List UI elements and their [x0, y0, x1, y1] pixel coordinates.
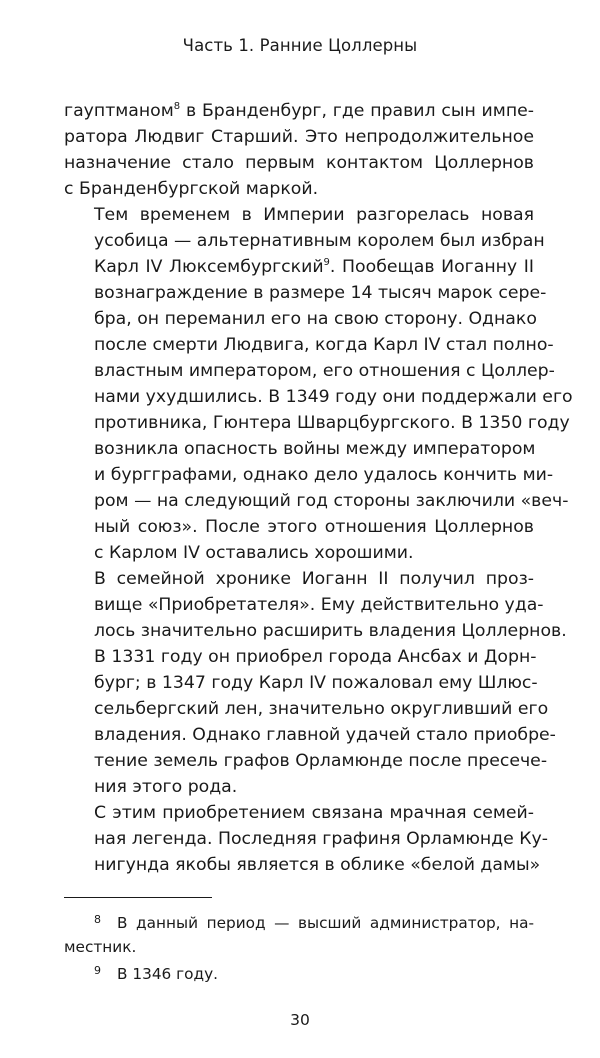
footnotes — [64, 908, 534, 986]
text-line: В 1331 году он приобрел города Ансбах и Дорн- — [94, 647, 537, 667]
text-line: возникла опасность войны между императором — [94, 439, 536, 459]
footnote — [64, 908, 534, 959]
text-line: назначение стало первым контактом Цоллернов — [64, 153, 534, 173]
page-number: 30 — [290, 1011, 310, 1029]
footnote-line: местник. — [64, 938, 137, 956]
footnote-ref: 8 — [173, 101, 181, 112]
footnote — [64, 959, 534, 986]
text-line: усобица — альтернативным королем был избран — [94, 231, 545, 251]
text-line: и бургграфами, однако дело удалось кончить ми- — [94, 465, 554, 485]
text-line: гауптманом$^8$ в Бранденбург, где правил сын импе- — [64, 101, 534, 121]
text-line: бра, он переманил его на свою сторону. Однако — [94, 309, 537, 329]
footnote-number: 8 — [94, 913, 101, 926]
footnote-line: 8 В данный период — высший администратор, на- — [64, 908, 534, 935]
text-line: властным императором, его отношения с Цоллер- — [94, 361, 555, 381]
text-line: Карл IV Люксембургский$^9$. Пообещав Иоганну II — [94, 257, 534, 277]
text-line: ния этого рода. — [94, 777, 238, 797]
footnote-number: 9 — [94, 964, 101, 977]
text-line: с Карлом IV оставались хорошими. — [94, 543, 414, 563]
text-line: после смерти Людвига, когда Карл IV стал полно- — [94, 335, 554, 355]
text-line: вище «Приобретателя». Ему действительно уда- — [94, 595, 544, 615]
footnote-divider — [64, 897, 212, 898]
paragraph — [64, 98, 534, 202]
text-line: с Бранденбургской маркой. — [64, 179, 319, 199]
body-text — [64, 98, 573, 878]
text-line: С этим приобретением связана мрачная семей- — [94, 803, 534, 823]
paragraph — [64, 202, 573, 566]
text-line: сельбергский лен, значительно округливший его — [94, 699, 549, 719]
text-line: лось значительно расширить владения Цоллернов. — [94, 621, 567, 641]
text-line: нигунда якобы является в облике «белой дамы» — [94, 855, 541, 875]
text-line: В семейной хронике Иоганн II получил проз- — [94, 569, 534, 589]
paragraph — [64, 566, 567, 800]
text-line: Тем временем в Империи разгорелась новая — [94, 205, 534, 225]
text-line: нами ухудшились. В 1349 году они поддержали его — [94, 387, 573, 407]
footnote-ref: 9 — [323, 257, 330, 268]
text-line: тение земель графов Орламюнде после пресече- — [94, 751, 548, 771]
text-line: владения. Однако главной удачей стало приобре- — [94, 725, 556, 745]
paragraph — [64, 800, 548, 878]
text-line: ная легенда. Последняя графиня Орламюнде Ку- — [94, 829, 548, 849]
running-header: Часть 1. Ранние Цоллерны — [182, 36, 418, 55]
text-line: вознаграждение в размере 14 тысяч марок сере- — [94, 283, 547, 303]
text-line: противника, Гюнтера Шварцбургского. В 1350 году — [94, 413, 570, 433]
text-line: ратора Людвиг Старший. Это непродолжительное — [64, 127, 534, 147]
text-line: ром — на следующий год стороны заключили «веч- — [94, 491, 569, 511]
text-line: бург; в 1347 году Карл IV пожаловал ему Шлюс- — [94, 673, 538, 693]
footnote-line: 9 В 1346 году. — [64, 959, 534, 986]
text-line: ный союз». После этого отношения Цоллернов — [94, 517, 534, 537]
